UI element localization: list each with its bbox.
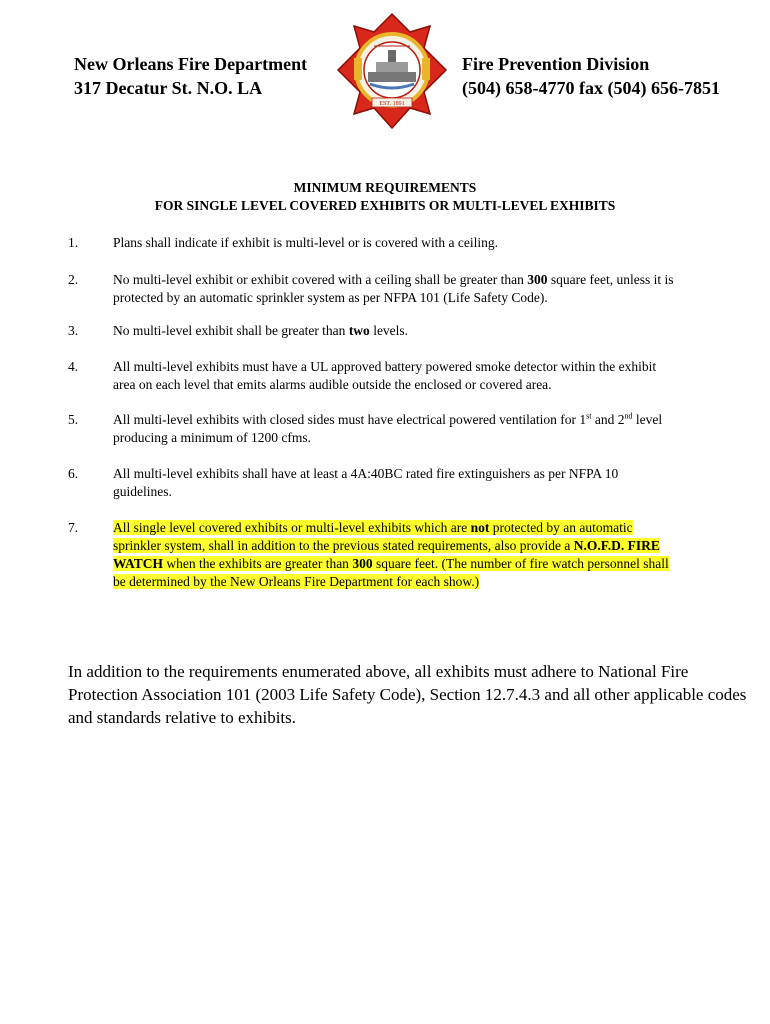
requirement-text: All single level covered exhibits or multi-level exhibits which are not protected by an automatic sprinkler system, shall in addition to the previous stated requirements, also provide a N.O.F.D. FIRE WATCH when the exhibits are greater than 300 square feet. (The number of fire watch personnel shall be determined by the New Orleans Fire Department for each show.) bbox=[113, 520, 669, 589]
division-name: Fire Prevention Division bbox=[462, 54, 650, 74]
requirement-text: All multi-level exhibits must have a UL approved battery powered smoke detector within the exhibit area on each level that emits alarms audible outside the enclosed or covered area. bbox=[113, 359, 657, 392]
department-address: 317 Decatur St. N.O. LA bbox=[74, 78, 263, 98]
division-phone-fax: (504) 658-4770 fax (504) 656-7851 bbox=[462, 78, 720, 98]
maltese-cross-seal-icon bbox=[334, 12, 450, 130]
requirement-number: 7. bbox=[68, 520, 79, 535]
closing-paragraph: In addition to the requirements enumerated above, all exhibits must adhere to National Fire Protection Association 101 (2003 Life Safety Code), Section 12.7.4.3 and all other applicable codes and standards relative to exhibits. bbox=[68, 662, 747, 727]
document-subtitle: FOR SINGLE LEVEL COVERED EXHIBITS OR MULTI-LEVEL EXHIBITS bbox=[154, 198, 616, 213]
requirement-number: 1. bbox=[68, 235, 79, 250]
requirement-number: 4. bbox=[68, 359, 79, 374]
document-title: MINIMUM REQUIREMENTS bbox=[293, 180, 477, 195]
department-name: New Orleans Fire Department bbox=[74, 54, 308, 74]
division-header bbox=[462, 52, 720, 100]
department-header bbox=[74, 52, 307, 100]
requirement-number: 6. bbox=[68, 466, 79, 481]
requirement-number: 2. bbox=[68, 272, 79, 287]
svg-text:EST. 1891: EST. 1891 bbox=[379, 101, 405, 107]
requirement-number: 5. bbox=[68, 412, 79, 427]
requirement-number: 3. bbox=[68, 323, 79, 338]
requirement-text: Plans shall indicate if exhibit is multi-level or is covered with a ceiling. bbox=[113, 235, 499, 250]
requirement-text: All multi-level exhibits with closed sides must have electrical powered ventilation for 1st and 2nd level producing a minimum of 1200 cfms. bbox=[113, 411, 663, 445]
requirement-text: All multi-level exhibits shall have at least a 4A:40BC rated fire extinguishers as per NFPA 10 guidelines. bbox=[113, 466, 619, 499]
requirement-text: No multi-level exhibit shall be greater than two levels. bbox=[113, 323, 409, 338]
fire-department-seal-logo bbox=[334, 12, 450, 130]
requirement-text: No multi-level exhibit or exhibit covered with a ceiling shall be greater than 300 square feet, unless it is protected by an automatic sprinkler system as per NFPA 101 (Life Safety Code). bbox=[113, 272, 674, 305]
